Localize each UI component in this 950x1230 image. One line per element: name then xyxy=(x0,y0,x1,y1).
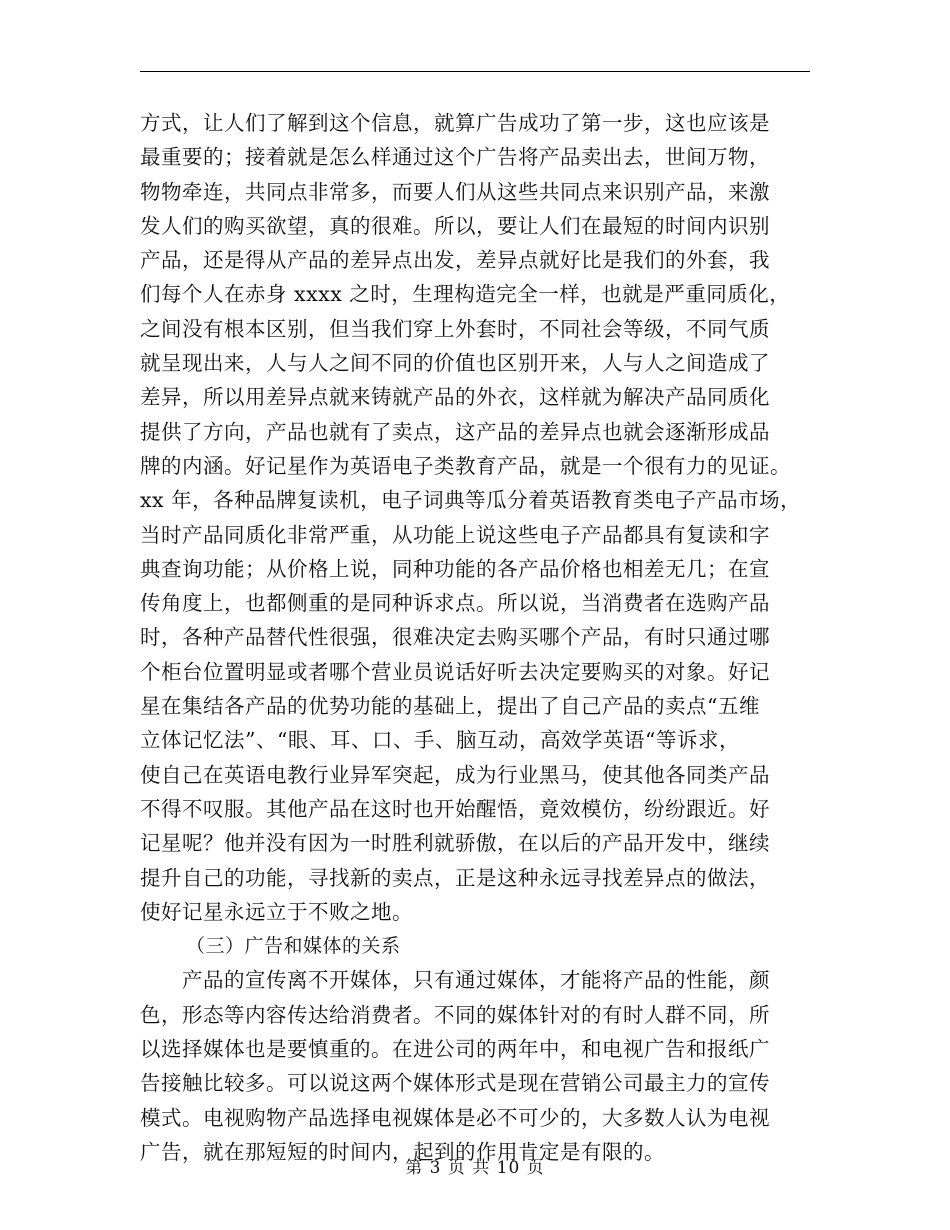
text-line: 不得不叹服。其他产品在这时也开始醒悟，竟效模仿，纷纷跟近。好 xyxy=(140,796,770,821)
text-line: 方式，让人们了解到这个信息，就算广告成功了第一步，这也应该是 xyxy=(140,111,770,135)
body-text xyxy=(140,106,812,1169)
text-line: 典查询功能；从价格上说，同种功能的各产品价格也相差无几；在宣 xyxy=(140,556,770,581)
text-line: xx 年，各种品牌复读机，电子词典等瓜分着英语教育类电子产品市场， xyxy=(140,488,802,513)
text-line: 就呈现出来，人与人之间不同的价值也区别开来，人与人之间造成了 xyxy=(140,351,770,376)
text-line: 使好记星永远立于不败之地。 xyxy=(140,899,413,924)
header-rule xyxy=(140,71,810,72)
page-number-footer: 第 3 页 共 10 页 xyxy=(405,1158,545,1178)
text-line: 最重要的；接着就是怎么样通过这个广告将产品卖出去，世间万物， xyxy=(140,145,770,170)
text-line: 以选择媒体也是要慎重的。在进公司的两年中，和电视广告和报纸广 xyxy=(140,1037,770,1062)
text-line: 牌的内涵。好记星作为英语电子类教育产品，就是一个很有力的见证。 xyxy=(140,453,791,478)
text-line: 们每个人在赤身 xxxx 之时，生理构造完全一样，也就是严重同质化， xyxy=(140,282,791,307)
text-line: 个柜台位置明显或者哪个营业员说话好听去决定要购买的对象。好记 xyxy=(140,659,770,684)
text-line: 产品，还是得从产品的差异点出发，差异点就好比是我们的外套，我 xyxy=(140,248,770,273)
text-line: 使自己在英语电教行业异军突起，成为行业黑马，使其他各同类产品 xyxy=(140,762,770,787)
text-line: 传角度上，也都侧重的是同种诉求点。所以说，当消费者在选购产品 xyxy=(140,591,770,616)
text-line: 告接触比较多。可以说这两个媒体形式是现在营销公司最主力的宣传 xyxy=(140,1071,770,1096)
section-heading: （三）广告和媒体的关系 xyxy=(186,935,401,958)
text-line: 之间没有根本区别，但当我们穿上外套时，不同社会等级，不同气质 xyxy=(140,316,770,341)
text-line: 记星呢？他并没有因为一时胜利就骄傲，在以后的产品开发中，继续 xyxy=(140,831,770,856)
text-line: 星在集结各产品的优势功能的基础上，提出了自己产品的卖点“五维 xyxy=(140,694,760,719)
text-line: 色，形态等内容传达给消费者。不同的媒体针对的有时人群不同，所 xyxy=(140,1002,770,1027)
text-line: 发人们的购买欲望，真的很难。所以，要让人们在最短的时间内识别 xyxy=(140,213,770,238)
text-line: 产品的宣传离不开媒体，只有通过媒体，才能将产品的性能，颜 xyxy=(182,968,770,993)
text-line: 立体记忆法”、“眼、耳、口、手、脑互动，高效学英语“等诉求， xyxy=(140,728,740,753)
text-line: 时，各种产品替代性很强，很难决定去购买哪个产品，有时只通过哪 xyxy=(140,625,770,650)
text-line: 模式。电视购物产品选择电视媒体是必不可少的，大多数人认为电视 xyxy=(140,1105,770,1130)
text-line: 差异，所以用差异点就来铸就产品的外衣，这样就为解决产品同质化 xyxy=(140,385,770,410)
text-line: 广告，就在那短短的时间内，起到的作用肯定是有限的。 xyxy=(140,1139,665,1164)
text-line: 提供了方向，产品也就有了卖点，这产品的差异点也就会逐渐形成品 xyxy=(140,419,770,444)
text-line: 当时产品同质化非常严重，从功能上说这些电子产品都具有复读和字 xyxy=(140,522,770,547)
text-line: 提升自己的功能，寻找新的卖点，正是这种永远寻找差异点的做法， xyxy=(140,865,770,890)
text-line: 物物牵连，共同点非常多，而要人们从这些共同点来识别产品，来激 xyxy=(140,179,770,204)
